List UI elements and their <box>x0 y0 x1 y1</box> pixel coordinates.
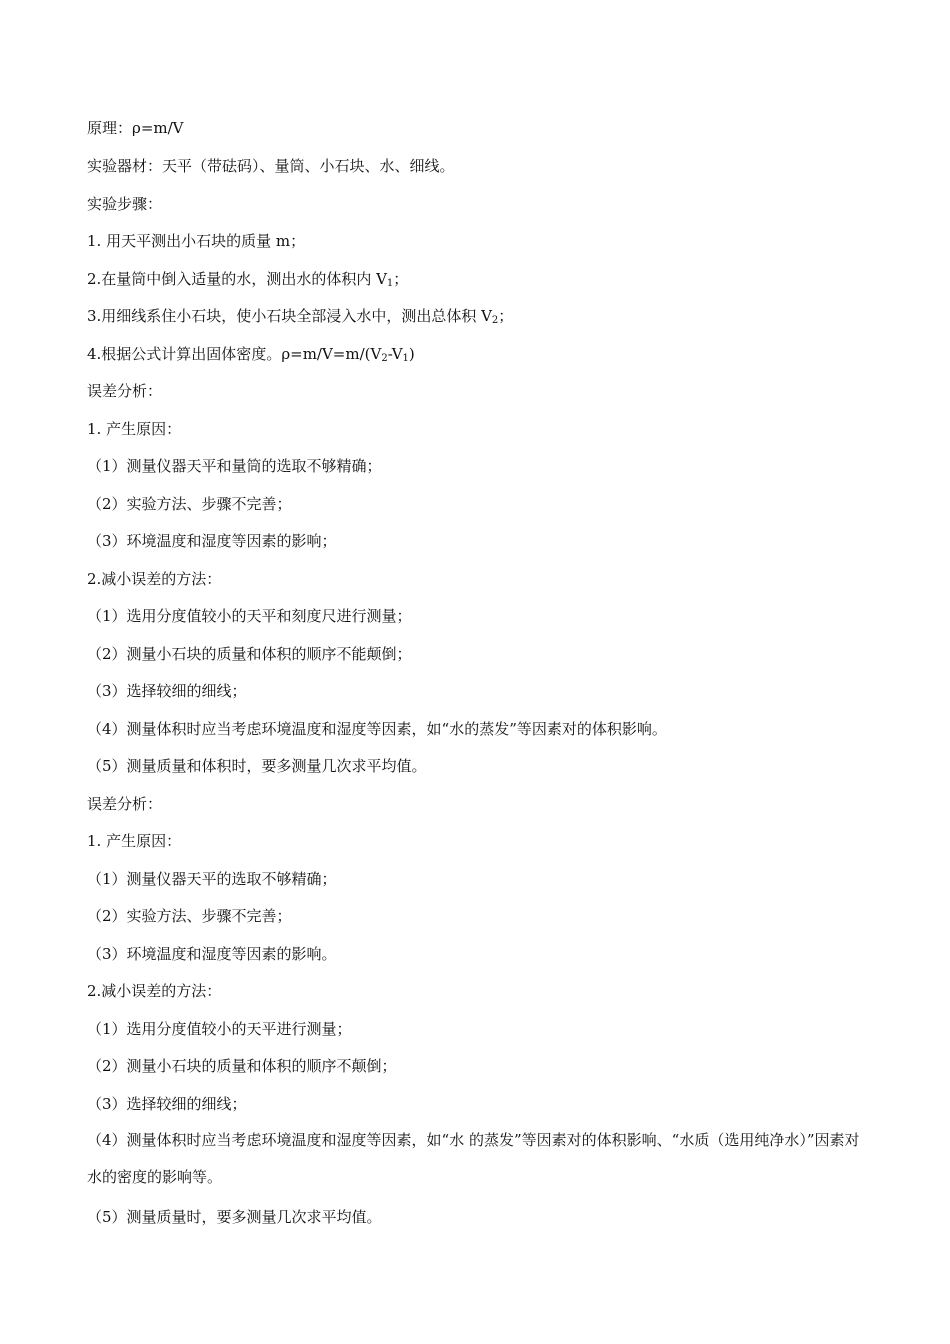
step-4-subscript-b: 1 <box>402 353 409 364</box>
step-3-text: 3.用细线系住小石块，使小石块全部浸入水中，测出总体积 V <box>87 307 492 325</box>
cause-item: （1）测量仪器天平和量筒的选取不够精确； <box>87 457 382 475</box>
step-2-text: 2.在量筒中倒入适量的水，测出水的体积内 V <box>87 270 387 288</box>
step-3-end: ； <box>498 307 514 325</box>
reduce-item: （5）测量质量和体积时，要多测量几次求平均值。 <box>87 757 427 775</box>
reduce-title-2: 2.减小误差的方法： <box>87 982 222 1000</box>
step-2-end: ； <box>393 270 409 288</box>
reduce-item: （1）选用分度值较小的天平和刻度尺进行测量； <box>87 607 412 625</box>
step-4 <box>87 344 877 369</box>
steps-title: 实验步骤： <box>87 195 163 213</box>
step-4-mid: -V <box>387 345 403 363</box>
step-4-text: 4.根据公式计算出固体密度。ρ=m/V=m/(V <box>87 345 382 363</box>
step-3-subscript: 2 <box>491 315 499 326</box>
step-2 <box>87 269 877 294</box>
cause-item: （1）测量仪器天平的选取不够精确； <box>87 870 337 888</box>
step-1: 1. 用天平测出小石块的质量 m； <box>87 232 306 250</box>
step-4-end: ) <box>408 345 415 363</box>
cause-item: （3）环境温度和湿度等因素的影响； <box>87 532 337 550</box>
reduce-item: （3）选择较细的细线； <box>87 682 247 700</box>
reduce-title-1: 2.减小误差的方法： <box>87 570 222 588</box>
step-3 <box>87 306 877 331</box>
cause-item: （2）实验方法、步骤不完善； <box>87 495 292 513</box>
reduce-item: （2）测量小石块的质量和体积的顺序不能颠倒； <box>87 645 412 663</box>
step-4-subscript-a: 2 <box>381 353 388 364</box>
reduce-item: （4）测量体积时应当考虑环境温度和湿度等因素，如“水的蒸发”等因素对的体积影响。 <box>87 720 667 738</box>
cause-title-1: 1. 产生原因： <box>87 420 182 438</box>
reduce-item: （1）选用分度值较小的天平进行测量； <box>87 1020 352 1038</box>
cause-title-2: 1. 产生原因： <box>87 832 182 850</box>
error-analysis-title-1: 误差分析： <box>87 382 163 400</box>
materials-line: 实验器材：天平（带砝码）、量筒、小石块、水、细线。 <box>87 157 455 175</box>
reduce-item: （2）测量小石块的质量和体积的顺序不颠倒； <box>87 1057 397 1075</box>
cause-item: （3）环境温度和湿度等因素的影响。 <box>87 945 337 963</box>
step-2-subscript: 1 <box>386 278 394 289</box>
reduce-item: （3）选择较细的细线； <box>87 1095 247 1113</box>
cause-item: （2）实验方法、步骤不完善； <box>87 907 292 925</box>
reduce-item: （5）测量质量时，要多测量几次求平均值。 <box>87 1208 382 1226</box>
error-analysis-title-2: 误差分析： <box>87 795 163 813</box>
reduce-item-wrapped: （4）测量体积时应当考虑环境温度和湿度等因素，如“水 的蒸发”等因素对的体积影响、“水质（选用纯净水）”因素对水的密度的影响等。 <box>87 1131 860 1186</box>
principle-line: 原理：ρ=m/V <box>87 119 184 137</box>
